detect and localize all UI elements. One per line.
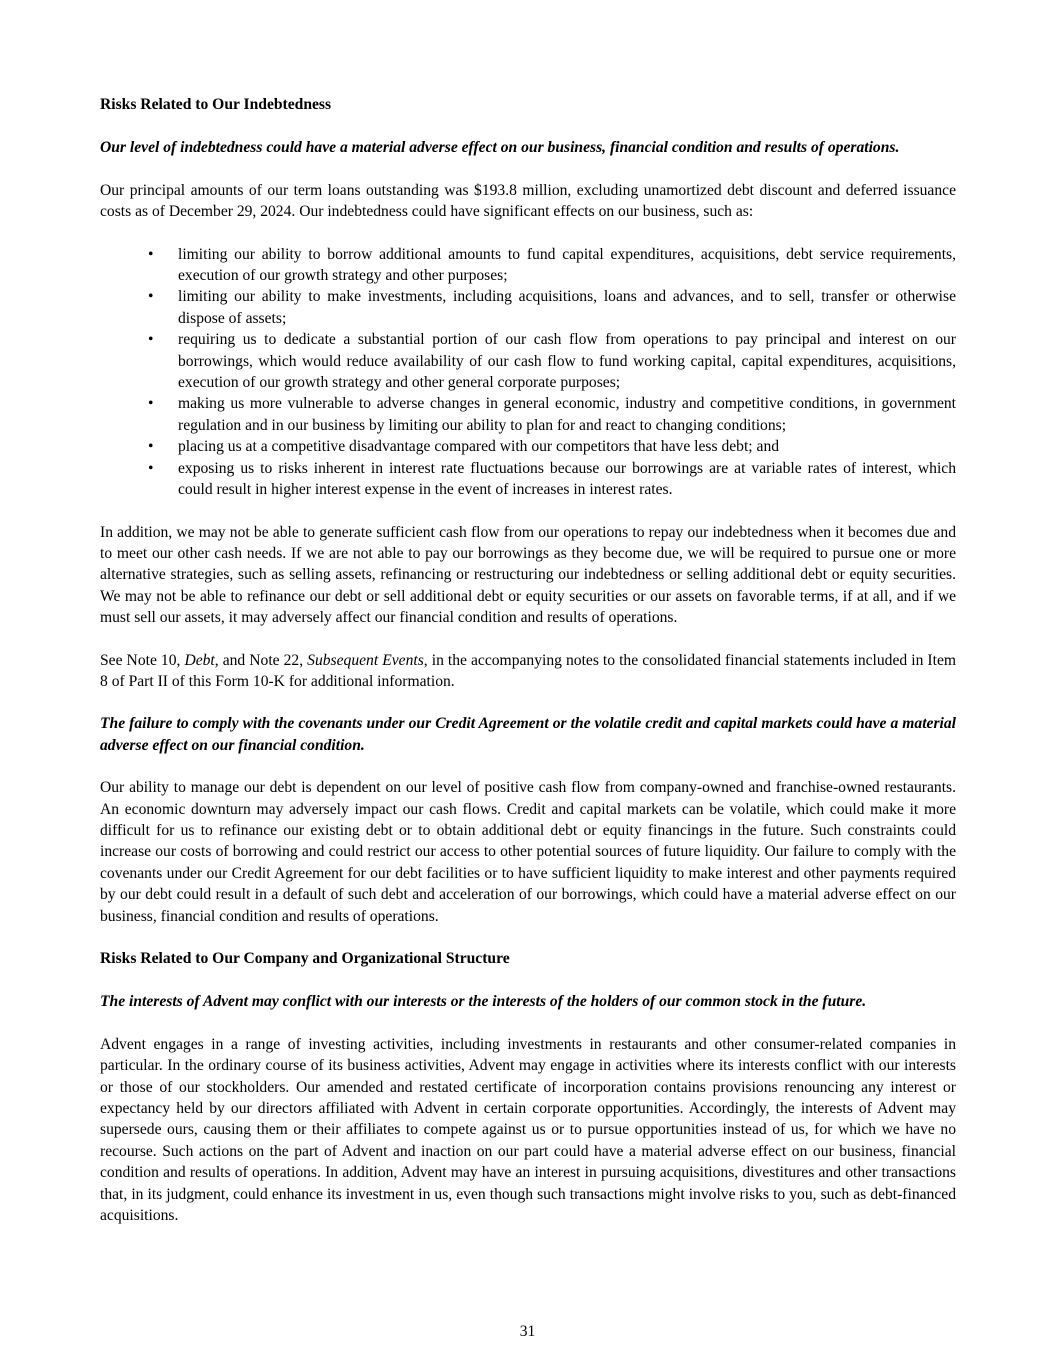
bullet-text: limiting our ability to borrow additional amounts to fund capital expenditures, acquisitions, debt service requirements, execution of our growth strategy and other purposes; — [178, 245, 956, 285]
bullet-icon: • — [148, 395, 154, 413]
note-subsequent-events-reference: Subsequent Events — [307, 651, 424, 669]
bullet-text: limiting our ability to make investments, including acquisitions, loans and advances, and to sell, transfer or otherwise dispose of assets; — [178, 288, 956, 327]
bullet-text: requiring us to dedicate a substantial portion of our cash flow from operations to pay principal and interest on our borrowings, which would reduce availability of our cash flow to fund working capital, capital expenditures, acquisitions, execution of our growth strategy and other general corporate purposes; — [178, 331, 956, 392]
see-note-text: , and Note 22, — [214, 651, 308, 669]
see-note-text: , in the accompanying notes to the consolidated financial statements included in Item 8 of Part II of this Form 10-K for additional information. — [100, 651, 956, 690]
note-debt-reference: Debt — [184, 651, 215, 669]
risk-heading-advent-interests: The interests of Advent may conflict with our interests or the interests of the holders of our common stock in the future. — [100, 993, 867, 1011]
paragraph-debt-management: Our ability to manage our debt is dependent on our level of positive cash flow from company-owned and franchise-owned restaurants. An economic downturn may adversely impact our cash flows. Credit and capital markets can be volatile, which could make it more difficult for us to refinance our existing debt or to obtain additional debt or equity financings in the future. Such constraints could increase our costs of borrowing and could restrict our access to other potential sources of future liquidity. Our failure to comply with the covenants under our Credit Agreement for our debt facilities or to have sufficient liquidity to make interest and other payments required by our debt could result in a default of such debt and acceleration of our borrowings, which could have a material adverse effect on our business, financial condition and results of operations. — [100, 779, 956, 925]
bullet-text: making us more vulnerable to adverse changes in general economic, industry and competitive conditions, in government regulation and in our business by limiting our ability to plan for and react to changing conditions; — [178, 395, 956, 434]
list-item — [100, 329, 956, 393]
see-note-text: See Note 10, — [100, 651, 185, 669]
list-item — [100, 458, 956, 501]
paragraph-insufficient-cash-flow: In addition, we may not be able to generate sufficient cash flow from our operations to repay our indebtedness when it becomes due and to meet our other cash needs. If we are not able to pay our borrowings as they become due, we will be required to pursue one or more alternative strategies, such as selling assets, refinancing or restructuring our indebtedness or selling additional debt or equity securities. We may not be able to refinance our debt or sell additional debt or equity securities or our assets on favorable terms, if at all, and if we must sell our assets, it may adversely affect our financial condition and results of operations. — [100, 523, 956, 627]
bullet-icon: • — [148, 331, 154, 349]
bullet-icon: • — [148, 245, 154, 263]
document-content — [100, 94, 956, 1247]
list-item — [100, 244, 956, 287]
bullet-text: exposing us to risks inherent in interest rate fluctuations because our borrowings are at variable rates of interest, which could result in higher interest expense in the event of increases in interest rates. — [178, 459, 956, 499]
section-heading-company-structure: Risks Related to Our Company and Organizational Structure — [100, 950, 510, 967]
list-item — [100, 286, 956, 329]
bullet-icon: • — [148, 288, 154, 306]
list-item — [100, 393, 956, 436]
paragraph-advent-activities: Advent engages in a range of investing activities, including investments in restaurants and other consumer-related companies in particular. In the ordinary course of its business activities, Advent may engage in activities where its interests conflict with our interests or those of our stockholders. Our amended and restated certificate of incorporation contains provisions renouncing any interest or expectancy held by our directors affiliated with Advent in certain corporate opportunities. Accordingly, the interests of Advent may supersede ours, causing them or their affiliates to compete against us or to pursue opportunities instead of us, for which we have no recourse. Such actions on the part of Advent and inaction on our part could have a material adverse effect on our business, financial condition and results of operations. In addition, Advent may have an interest in pursuing acquisitions, divestitures and other transactions that, in its judgment, could enhance its investment in us, even though such transactions might involve risks to you, such as debt-financed acquisitions. — [100, 1035, 956, 1225]
bullet-text: placing us at a competitive disadvantage compared with our competitors that have less debt; and — [178, 438, 780, 456]
page-number: 31 — [519, 1323, 536, 1340]
bullet-icon: • — [148, 459, 154, 477]
section-heading-indebtedness: Risks Related to Our Indebtedness — [100, 96, 332, 113]
risk-heading-covenant-failure: The failure to comply with the covenants under our Credit Agreement or the volatile credit and capital markets could have a material adverse effect on our financial condition. — [100, 715, 956, 754]
risk-heading-level-of-indebtedness: Our level of indebtedness could have a material adverse effect on our business, financial condition and results of operations. — [100, 139, 900, 157]
risk-bullet-list — [100, 244, 956, 501]
list-item — [100, 436, 956, 457]
paragraph-principal-amounts: Our principal amounts of our term loans outstanding was $193.8 million, excluding unamortized debt discount and deferred issuance costs as of December 29, 2024. Our indebtedness could have significant effects on our business, such as: — [100, 181, 956, 221]
paragraph-see-note-reference — [100, 650, 956, 693]
bullet-icon: • — [148, 438, 154, 456]
